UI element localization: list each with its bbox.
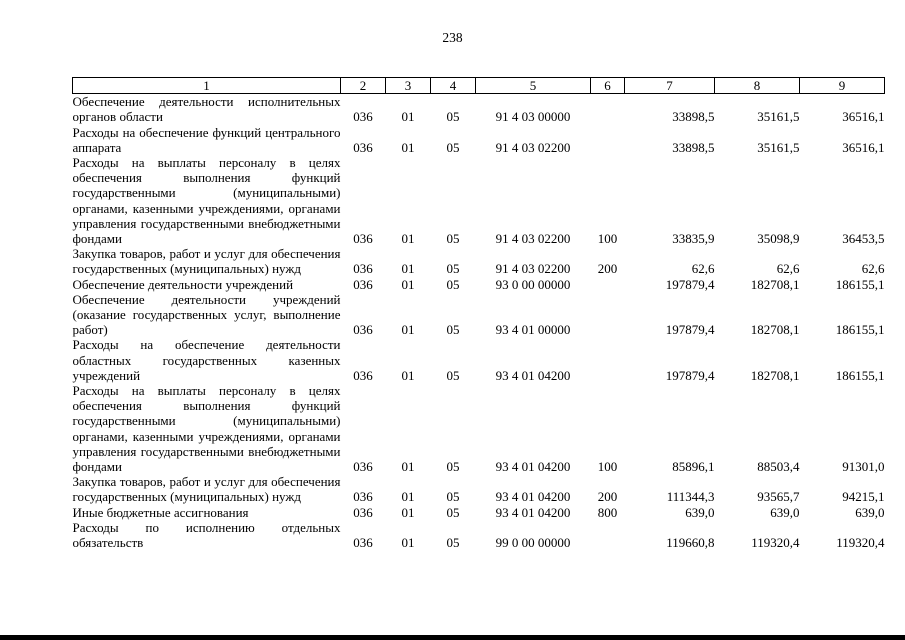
row-value: 036 xyxy=(353,489,373,505)
row-value: 05 xyxy=(446,322,460,338)
row-value: 62,6 xyxy=(776,261,800,277)
row-value: 01 xyxy=(401,109,415,125)
row-value: 01 xyxy=(401,459,415,475)
row-value: 01 xyxy=(401,504,415,520)
row-name: Расходы по исполнению отдельных обязательств xyxy=(72,519,341,551)
row-value: 01 xyxy=(401,535,415,551)
row-value: 100 xyxy=(597,231,618,247)
column-header: 8 xyxy=(715,78,800,94)
row-name: Расходы на обеспечение деятельности областных государственных казенных учреждений xyxy=(72,337,341,383)
row-name: Обеспечение деятельности исполнительных органов области xyxy=(72,94,341,125)
row-value: 01 xyxy=(401,276,415,292)
column-header: 9 xyxy=(800,78,885,94)
row-name: Расходы на выплаты персоналу в целях обеспечения выполнения функций государственными (муниципальными) органами, казенными учреждениями, органами управления государственными внебюджетными фондами xyxy=(72,155,341,247)
column-header: 6 xyxy=(591,78,625,94)
row-value: 01 xyxy=(401,322,415,338)
row-value: 05 xyxy=(446,261,460,277)
row-value: 200 xyxy=(597,489,618,505)
row-value: 036 xyxy=(353,109,373,125)
row-value: 91 4 03 02200 xyxy=(495,231,571,247)
row-value: 85896,1 xyxy=(672,459,715,475)
row-value: 036 xyxy=(353,367,373,383)
row-value: 05 xyxy=(446,276,460,292)
table-row xyxy=(73,292,885,338)
row-name: Расходы на обеспечение функций центрального аппарата xyxy=(72,124,341,155)
row-value: 182708,1 xyxy=(750,322,800,338)
table-row xyxy=(73,337,885,383)
column-header: 4 xyxy=(431,78,476,94)
row-name: Закупка товаров, работ и услуг для обеспечения государственных (муниципальных) нужд xyxy=(72,246,341,277)
row-value: 05 xyxy=(446,139,460,155)
row-value: 119320,4 xyxy=(836,535,885,551)
row-name: Обеспечение деятельности учреждений (оказание государственных услуг, выполнение работ) xyxy=(72,291,341,338)
bottom-edge-bar xyxy=(0,635,905,640)
row-value xyxy=(591,125,625,155)
row-value: 119660,8 xyxy=(666,535,715,551)
row-value: 93 4 01 04200 xyxy=(495,504,571,520)
row-value: 36516,1 xyxy=(842,109,885,125)
row-value: 036 xyxy=(353,231,373,247)
row-name: Расходы на выплаты персоналу в целях обеспечения выполнения функций государственными (муниципальными) органами, казенными учреждениями, органами управления государственными внебюджетными фондами xyxy=(72,383,341,475)
row-value xyxy=(591,277,625,292)
row-value: 197879,4 xyxy=(665,276,715,292)
row-value: 93 4 01 04200 xyxy=(495,489,571,505)
row-value: 197879,4 xyxy=(665,367,715,383)
row-value: 35098,9 xyxy=(757,231,800,247)
row-name: Обеспечение деятельности учреждений xyxy=(72,276,294,292)
column-header: 3 xyxy=(386,78,431,94)
row-value: 05 xyxy=(446,459,460,475)
row-value: 05 xyxy=(446,535,460,551)
row-value xyxy=(591,337,625,383)
row-value: 05 xyxy=(446,489,460,505)
row-name: Иные бюджетные ассигнования xyxy=(72,504,249,520)
row-value: 186155,1 xyxy=(835,276,885,292)
row-value: 62,6 xyxy=(861,261,885,277)
column-header: 7 xyxy=(625,78,715,94)
row-name: Закупка товаров, работ и услуг для обеспечения государственных (муниципальных) нужд xyxy=(72,474,341,505)
row-value: 93 4 01 00000 xyxy=(495,322,571,338)
row-value: 182708,1 xyxy=(750,276,800,292)
row-value: 036 xyxy=(353,459,373,475)
row-value: 62,6 xyxy=(691,261,715,277)
budget-table xyxy=(72,77,885,550)
row-value: 200 xyxy=(597,261,618,277)
row-value: 111344,3 xyxy=(666,489,715,505)
row-value: 119320,4 xyxy=(751,535,800,551)
row-value: 01 xyxy=(401,139,415,155)
row-value: 036 xyxy=(353,261,373,277)
row-value: 93 0 00 00000 xyxy=(495,276,571,292)
row-value: 05 xyxy=(446,231,460,247)
row-value: 05 xyxy=(446,109,460,125)
row-value: 01 xyxy=(401,489,415,505)
row-value: 91301,0 xyxy=(842,459,885,475)
table-body xyxy=(73,94,885,551)
row-value: 01 xyxy=(401,261,415,277)
table-row xyxy=(73,246,885,276)
row-value: 639,0 xyxy=(685,504,715,520)
row-value: 01 xyxy=(401,367,415,383)
row-value: 93 4 01 04200 xyxy=(495,459,571,475)
table-row xyxy=(73,383,885,474)
row-value xyxy=(591,520,625,550)
row-value: 182708,1 xyxy=(750,367,800,383)
row-value xyxy=(591,94,625,125)
row-value: 33835,9 xyxy=(672,231,715,247)
column-header: 2 xyxy=(341,78,386,94)
row-value: 33898,5 xyxy=(672,139,715,155)
row-value: 93 4 01 04200 xyxy=(495,367,571,383)
row-value: 036 xyxy=(353,139,373,155)
table-row xyxy=(73,155,885,246)
row-value: 01 xyxy=(401,231,415,247)
row-value: 35161,5 xyxy=(757,109,800,125)
row-value: 639,0 xyxy=(770,504,800,520)
row-value xyxy=(591,292,625,338)
row-value: 88503,4 xyxy=(757,459,800,475)
column-header: 1 xyxy=(73,78,341,94)
row-value: 05 xyxy=(446,504,460,520)
row-value: 100 xyxy=(597,459,618,475)
table-header-row xyxy=(73,78,885,94)
table-row xyxy=(73,520,885,550)
row-value: 800 xyxy=(597,504,618,520)
row-value: 197879,4 xyxy=(665,322,715,338)
table-row xyxy=(73,474,885,504)
row-value: 33898,5 xyxy=(672,109,715,125)
row-value: 036 xyxy=(353,322,373,338)
row-value: 36453,5 xyxy=(842,231,885,247)
row-value: 99 0 00 00000 xyxy=(495,535,571,551)
row-value: 91 4 03 00000 xyxy=(495,109,571,125)
column-header: 5 xyxy=(476,78,591,94)
table-row xyxy=(73,505,885,520)
row-value: 35161,5 xyxy=(757,139,800,155)
row-value: 93565,7 xyxy=(757,489,800,505)
row-value: 186155,1 xyxy=(835,322,885,338)
row-value: 036 xyxy=(353,535,373,551)
table-row xyxy=(73,94,885,125)
row-value: 05 xyxy=(446,367,460,383)
row-value: 036 xyxy=(353,276,373,292)
row-value: 91 4 03 02200 xyxy=(495,261,571,277)
table-row xyxy=(73,277,885,292)
row-value: 91 4 03 02200 xyxy=(495,139,571,155)
page-number: 238 xyxy=(442,30,463,45)
row-value: 639,0 xyxy=(855,504,885,520)
row-value: 036 xyxy=(353,504,373,520)
row-value: 94215,1 xyxy=(842,489,885,505)
table-row xyxy=(73,125,885,155)
row-value: 36516,1 xyxy=(842,139,885,155)
row-value: 186155,1 xyxy=(835,367,885,383)
